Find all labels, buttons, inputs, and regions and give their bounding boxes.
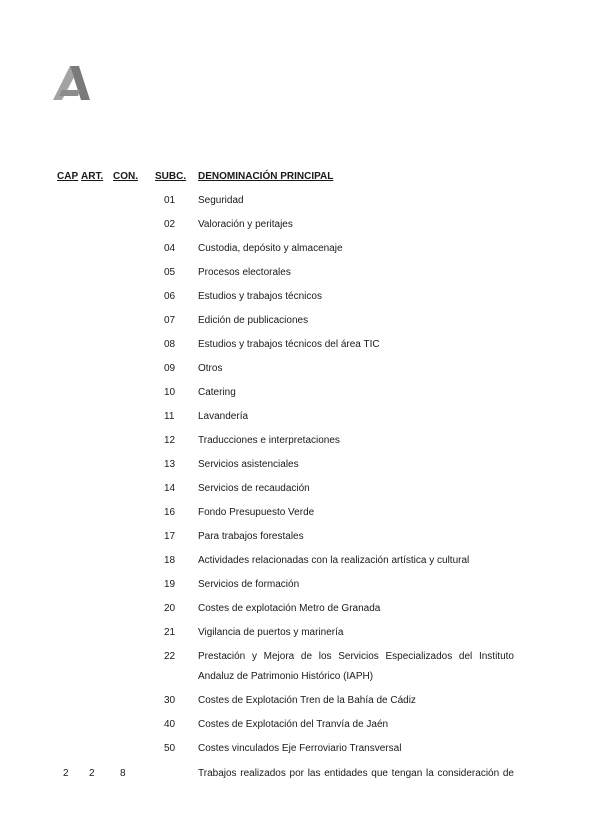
denominacion: Trabajos realizados por las entidades que tengan la consideración de bbox=[198, 768, 514, 779]
subc-code: 11 bbox=[164, 411, 175, 422]
header-cap: CAP bbox=[57, 171, 79, 182]
denominacion: Costes vinculados Eje Ferroviario Transversal bbox=[198, 743, 402, 754]
con-value: 8 bbox=[120, 768, 126, 779]
subc-code: 07 bbox=[164, 315, 176, 326]
subc-code: 04 bbox=[164, 243, 176, 254]
subc-code: 13 bbox=[164, 459, 176, 470]
header-denominacion: DENOMINACIÓN PRINCIPAL bbox=[198, 171, 334, 182]
junta-andalucia-logo-icon bbox=[50, 66, 90, 100]
denominacion: Estudios y trabajos técnicos bbox=[198, 291, 322, 302]
subc-code: 16 bbox=[164, 507, 176, 518]
denominacion: Procesos electorales bbox=[198, 267, 291, 278]
denominacion: Lavandería bbox=[198, 411, 249, 422]
subc-code: 17 bbox=[164, 531, 176, 542]
denominacion: Actividades relacionadas con la realización artística y cultural bbox=[198, 555, 470, 566]
subc-code: 01 bbox=[164, 195, 176, 206]
table-row bbox=[0, 645, 600, 689]
subc-code: 40 bbox=[164, 719, 176, 730]
subc-code: 30 bbox=[164, 695, 176, 706]
denominacion: Servicios de formación bbox=[198, 579, 300, 590]
denominacion: Costes de Explotación Tren de la Bahía de Cádiz bbox=[198, 695, 416, 706]
subc-code: 12 bbox=[164, 435, 176, 446]
subc-code: 02 bbox=[164, 219, 176, 230]
art-value: 2 bbox=[89, 768, 95, 779]
denominacion: Seguridad bbox=[198, 195, 244, 206]
subc-code: 50 bbox=[164, 743, 176, 754]
subc-code: 06 bbox=[164, 291, 176, 302]
denominacion: Otros bbox=[198, 363, 223, 374]
denominacion: Costes de Explotación del Tranvía de Jaén bbox=[198, 719, 389, 730]
denominacion: Estudios y trabajos técnicos del área TIC bbox=[198, 339, 380, 350]
subc-code: 19 bbox=[164, 579, 176, 590]
subc-code: 08 bbox=[164, 339, 176, 350]
denominacion: Traducciones e interpretaciones bbox=[198, 435, 340, 446]
denominacion: Para trabajos forestales bbox=[198, 531, 304, 542]
subc-code: 09 bbox=[164, 363, 176, 374]
denominacion: Valoración y peritajes bbox=[198, 219, 293, 230]
denominacion: Servicios asistenciales bbox=[198, 459, 299, 470]
denominacion: Custodia, depósito y almacenaje bbox=[198, 243, 343, 254]
subc-code: 10 bbox=[164, 387, 176, 398]
denominacion: Edición de publicaciones bbox=[198, 315, 309, 326]
subc-code: 20 bbox=[164, 603, 176, 614]
table-header bbox=[0, 171, 600, 185]
header-subc: SUBC. bbox=[155, 171, 187, 182]
subc-code: 22 bbox=[164, 651, 176, 662]
cap-value: 2 bbox=[63, 768, 69, 779]
header-art: ART. bbox=[81, 171, 104, 182]
denominacion: Catering bbox=[198, 387, 236, 398]
denominacion: Prestación y Mejora de los Servicios Especializados del Instituto Andaluz de Patrimonio Histórico (IAPH) bbox=[198, 651, 514, 682]
subc-code: 14 bbox=[164, 483, 176, 494]
subc-code: 18 bbox=[164, 555, 176, 566]
subc-code: 05 bbox=[164, 267, 176, 278]
denominacion: Vigilancia de puertos y marinería bbox=[198, 627, 344, 638]
header-con: CON. bbox=[113, 171, 138, 182]
denominacion: Costes de explotación Metro de Granada bbox=[198, 603, 381, 614]
subc-code: 21 bbox=[164, 627, 176, 638]
denominacion: Servicios de recaudación bbox=[198, 483, 310, 494]
denominacion: Fondo Presupuesto Verde bbox=[198, 507, 315, 518]
